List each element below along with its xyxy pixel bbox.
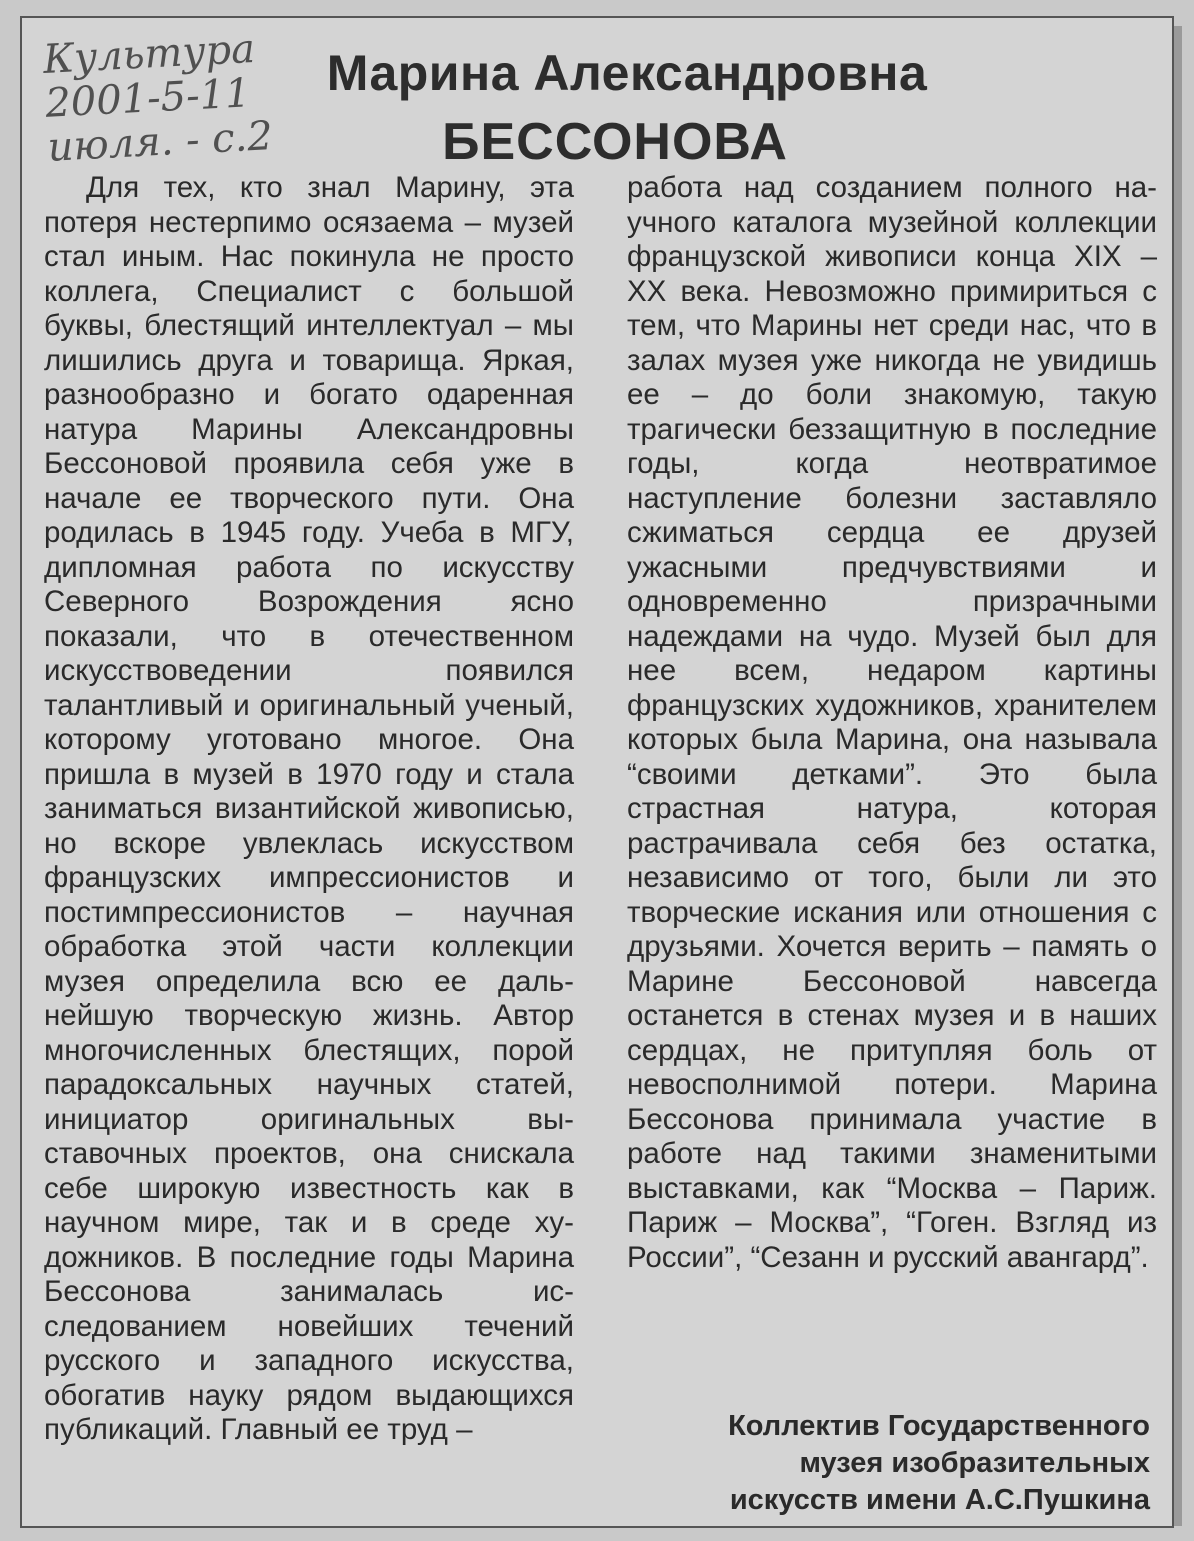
handwritten-line-2: 2001-5-11	[44, 70, 252, 127]
article-column-right	[627, 171, 1157, 1275]
signature-line-1: Коллектив Государственного	[728, 1410, 1150, 1442]
signature-line-2: музея изобразительных	[799, 1447, 1150, 1479]
column-left-text: Для тех, кто знал Марину, эта потеря нестерпимо осязаема – музей стал иным. Нас покинула не просто коллега, Специалист с большой буквы, блестящий интеллектуал – мы лишились друга и товарища. Яркая, разнообразно и богато одаренная натура Марины Александровны Бессоновой проявила себя уже в начале ее творческого пути. Она родилась в 1945 году. Учеба в МГУ, дипломная работа по искусству Северного Возрождения ясно показали, что в отечественном искусствоведении появился талантливый и оригинальный ученый, которому уготовано многое. Она пришла в музей в 1970 году и стала заниматься византийской живописью, но вскоре увлеклась искусством французских импрессионистов и постимпрессионистов – научная обработка этой части коллекции музея определила всю ее дальнейшую творческую жизнь. Автор многочисленных блестящих, порой парадоксальных научных статей, инициатор оригинальных выставочных проектов, она снискaла себе широкую известность как в научном мире, так и в среде художников. В последние годы Марина Бессонова занималась исследованием новейших течений русского и западного искусства, обогатив науку рядом выдающихся публикаций. Главный ее труд –	[44, 171, 574, 1446]
handwritten-line-1: Культура	[41, 25, 257, 83]
signature-line-3: искусств имени А.С.Пушкина	[729, 1484, 1150, 1516]
article-signature	[610, 1408, 1150, 1519]
newspaper-clipping	[20, 16, 1174, 1528]
title-surname: БЕССОНОВА	[442, 113, 788, 171]
article-column-left	[44, 171, 574, 1448]
title-name: Марина Александровна	[326, 45, 928, 101]
column-right-text: работа над созданием полного научного каталога музейной коллекции французской живописи конца XIX – XX века. Невозможно примириться с тем, что Марины нет среди нас, что в залах музея уже никогда не увидишь ее – до боли знакомую, такую трагически беззащитную в последние годы, когда неотвратимое наступление болезни заставляло сжиматься сердца ее друзей ужасными предчувствиями и одновременно призрачными надеждами на чудо. Музей был для нее всем, недаром картины французских художников, хранителем которых была Марина, она называла “своими детками”. Это была страстная натура, которая растрачивала себя без остатка, независимо от того, были ли это творческие искания или отношения с друзьями. Хочется верить – память о Марине Бессоновой навсегда останется в стенах музея и в наших сердцах, не притупляя боль от невосполнимой потери. Марина Бессонова принимала участие в работе над такими знаменитыми выставками, как “Москва – Париж. Париж – Москва”, “Гоген. Взгляд из России”, “Сезанн и русский авангард”.	[627, 171, 1157, 1274]
article-title	[22, 38, 1172, 178]
handwritten-line-3: июля. - с.2	[46, 113, 274, 171]
